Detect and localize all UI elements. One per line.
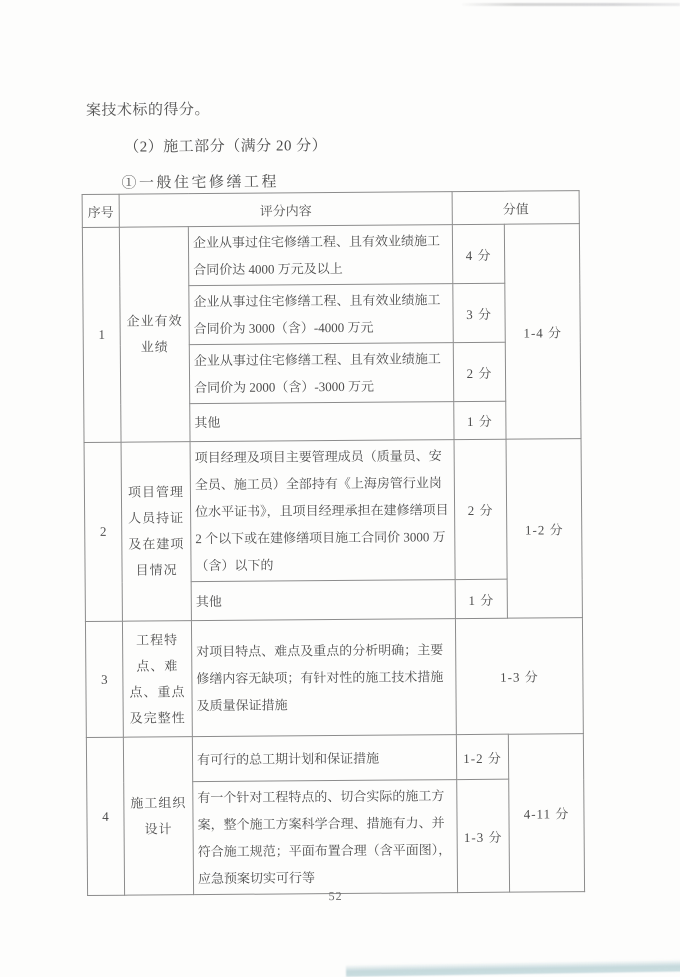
- criterion-text: 有一个针对工程特点的、切合实际的施工方案，整个施工方案科学合理、措施有力、并符合施工规范；平面布置合理（含平面图），应急预案切实可行等: [193, 780, 458, 895]
- criterion-text: 企业从事过住宅修缮工程、且有效业绩施工合同价为 2000（含）-3000 万元: [189, 343, 453, 404]
- criterion-text: 企业从事过住宅修缮工程、且有效业绩施工合同价达 4000 万元及以上: [188, 225, 452, 286]
- row-category: 工程特点、难点、重点及完整性: [122, 621, 192, 738]
- row-category: 项目管理人员持证及在建项目情况: [121, 442, 191, 622]
- criterion-score: 4 分: [452, 224, 504, 283]
- criterion-text: 有可行的总工期计划和保证措施: [192, 735, 456, 782]
- row-index: 4: [86, 737, 124, 895]
- table-header-row: [82, 191, 579, 228]
- table-row: [86, 734, 583, 783]
- criterion-score: 1-3 分: [455, 618, 583, 735]
- table-row: [82, 224, 579, 287]
- criterion-score: 1 分: [455, 579, 507, 618]
- header-cell-content: 评分内容: [119, 192, 452, 228]
- row-total-score: 4-11 分: [508, 734, 584, 893]
- header-cell-score: 分值: [452, 191, 579, 225]
- row-index: 2: [84, 442, 122, 621]
- criterion-text: 其他: [190, 402, 454, 442]
- criterion-score: 1 分: [454, 401, 506, 439]
- page-number: 52: [328, 888, 343, 904]
- table-row: [84, 439, 582, 583]
- criterion-text: 对项目特点、难点及重点的分析明确；主要修缮内容无缺项；有针对性的施工技术措施及质量保证措施: [191, 619, 456, 737]
- criterion-text: 企业从事过住宅修缮工程、且有效业绩施工合同价为 3000（含）-4000 万元: [189, 284, 453, 345]
- row-index: 1: [82, 227, 121, 442]
- scoring-table: [82, 190, 586, 896]
- criterion-score: 1-3 分: [457, 779, 510, 892]
- row-category: 施工组织设计: [123, 737, 193, 896]
- criterion-score: 2 分: [453, 342, 505, 401]
- row-category: 企业有效业绩: [119, 227, 190, 443]
- intro-paragraph: 案技术标的得分。: [85, 102, 211, 119]
- criterion-score: 1-2 分: [456, 734, 508, 779]
- criterion-score: 3 分: [453, 283, 505, 342]
- table-row: [85, 618, 583, 738]
- criterion-score: 2 分: [454, 439, 507, 579]
- header-cell-index: 序号: [82, 194, 119, 227]
- criterion-text: 其他: [191, 580, 455, 621]
- criterion-text: 项目经理及项目主要管理成员（质量员、安全员、施工员）全部持有《上海房管行业岗位水平证书》，且项目经理承担在建修缮项目 2 个以下或在建修缮项目施工合同价 3000 万（含）以下的: [190, 440, 455, 582]
- row-total-score: 1-4 分: [504, 224, 581, 440]
- scan-artifact-top-line: [462, 3, 680, 6]
- row-total-score: 1-2 分: [506, 439, 582, 619]
- section-heading: （2）施工部分（满分 20 分）: [124, 138, 328, 156]
- row-index: 3: [85, 621, 123, 737]
- subsection-heading: ①一般住宅修缮工程: [121, 174, 280, 192]
